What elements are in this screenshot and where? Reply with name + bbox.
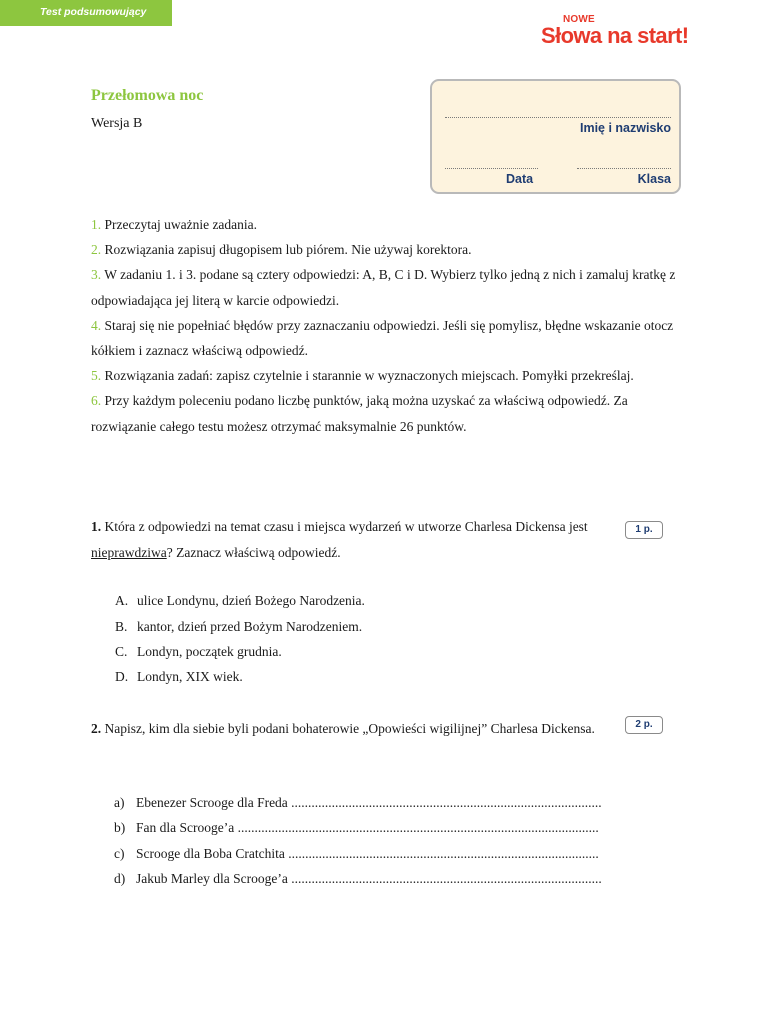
question-text: Napisz, kim dla siebie byli podani bohaterowie „Opowieści wigilijnej” Charlesa Dickensa. bbox=[101, 721, 595, 736]
option-letter: C. bbox=[115, 644, 128, 659]
instruction-text: Przeczytaj uważnie zadania. bbox=[104, 217, 258, 232]
instructions-list bbox=[91, 212, 691, 439]
answer-option-a[interactable] bbox=[115, 593, 365, 609]
instruction-item bbox=[91, 363, 691, 388]
option-letter: D. bbox=[115, 669, 129, 684]
class-line[interactable] bbox=[577, 168, 671, 169]
option-text: ulice Londynu, dzień Bożego Narodzenia. bbox=[137, 593, 365, 608]
answer-line-c[interactable] bbox=[114, 846, 599, 862]
item-letter: b) bbox=[114, 820, 126, 835]
brand-logo bbox=[541, 14, 701, 48]
test-title: Przełomowa noc bbox=[91, 87, 204, 104]
instruction-text: Przy każdym poleceniu podano liczbę punktów, jaką można uzyskać za właściwą odpowiedź. Za rozwiązanie całego testu możesz otrzymać maksymalnie 26 punktów. bbox=[91, 393, 628, 434]
question-emphasis: nieprawdziwa bbox=[91, 544, 167, 560]
item-text: Scrooge dla Boba Cratchita ............................................................................................ bbox=[136, 846, 599, 861]
instruction-item bbox=[91, 313, 691, 363]
instruction-text: W zadaniu 1. i 3. podane są cztery odpowiedzi: A, B, C i D. Wybierz tylko jedną z nich i zamaluj kratkę z odpowiadająca jej literą w karcie odpowiedzi. bbox=[91, 267, 676, 308]
option-text: Londyn, XIX wiek. bbox=[137, 669, 243, 684]
test-version: Wersja B bbox=[91, 116, 143, 131]
question-number: 1. bbox=[91, 519, 102, 534]
logo-main-text: Słowa na start! bbox=[541, 23, 689, 48]
points-badge: 1 p. bbox=[625, 521, 663, 539]
answer-line-a[interactable] bbox=[114, 795, 602, 811]
logo-top-text: NOWE bbox=[563, 14, 595, 25]
instruction-item bbox=[91, 212, 691, 237]
item-letter: c) bbox=[114, 846, 125, 861]
instruction-item bbox=[91, 388, 691, 438]
question-text: Która z odpowiedzi na temat czasu i miejsca wydarzeń w utworze Charlesa Dickensa jest bbox=[101, 519, 588, 534]
question-1-prompt bbox=[91, 514, 603, 565]
answer-option-b[interactable] bbox=[115, 619, 362, 635]
item-text: Fan dla Scrooge’a ........................................................................................................... bbox=[136, 820, 599, 835]
answer-option-d[interactable] bbox=[115, 669, 243, 685]
question-2-prompt bbox=[91, 716, 611, 742]
name-line[interactable] bbox=[445, 117, 671, 118]
instruction-number: 5. bbox=[91, 368, 102, 384]
instruction-item bbox=[91, 262, 691, 312]
option-letter: B. bbox=[115, 619, 128, 634]
section-tag-label: Test podsumowujący bbox=[40, 6, 147, 18]
instruction-text: Rozwiązania zadań: zapisz czytelnie i starannie w wyznaczonych miejscach. Pomyłki przekreślaj. bbox=[104, 368, 634, 384]
question-number: 2. bbox=[91, 721, 102, 736]
date-line[interactable] bbox=[445, 168, 538, 169]
name-label: Imię i nazwisko bbox=[579, 121, 671, 135]
instruction-number: 2. bbox=[91, 242, 102, 258]
instruction-number: 6. bbox=[91, 393, 102, 409]
class-label: Klasa bbox=[637, 172, 671, 186]
section-tag bbox=[0, 0, 172, 26]
instruction-number: 3. bbox=[91, 267, 102, 283]
instruction-item bbox=[91, 237, 691, 262]
instruction-number: 4. bbox=[91, 317, 102, 333]
answer-option-c[interactable] bbox=[115, 644, 282, 660]
question-text: ? Zaznacz właściwą odpowiedź. bbox=[166, 544, 341, 560]
item-text: Jakub Marley dla Scrooge’a ............................................................................................ bbox=[136, 871, 602, 886]
answer-line-b[interactable] bbox=[114, 820, 599, 836]
item-text: Ebenezer Scrooge dla Freda ............................................................................................ bbox=[136, 795, 602, 810]
option-letter: A. bbox=[115, 593, 129, 608]
item-letter: a) bbox=[114, 795, 125, 810]
item-letter: d) bbox=[114, 871, 126, 886]
answer-line-d[interactable] bbox=[114, 871, 602, 887]
instruction-text: Rozwiązania zapisuj długopisem lub piórem. Nie używaj korektora. bbox=[104, 242, 472, 258]
date-label: Data bbox=[506, 172, 534, 186]
instruction-text: Staraj się nie popełniać błędów przy zaznaczaniu odpowiedzi. Jeśli się pomylisz, błędne wskazanie otocz kółkiem i zaznacz właściwą odpowiedź. bbox=[91, 317, 674, 359]
option-text: kantor, dzień przed Bożym Narodzeniem. bbox=[137, 619, 363, 634]
option-text: Londyn, początek grudnia. bbox=[137, 644, 282, 659]
student-info-box bbox=[430, 79, 681, 194]
instruction-number: 1. bbox=[91, 217, 102, 232]
points-badge: 2 p. bbox=[625, 716, 663, 734]
